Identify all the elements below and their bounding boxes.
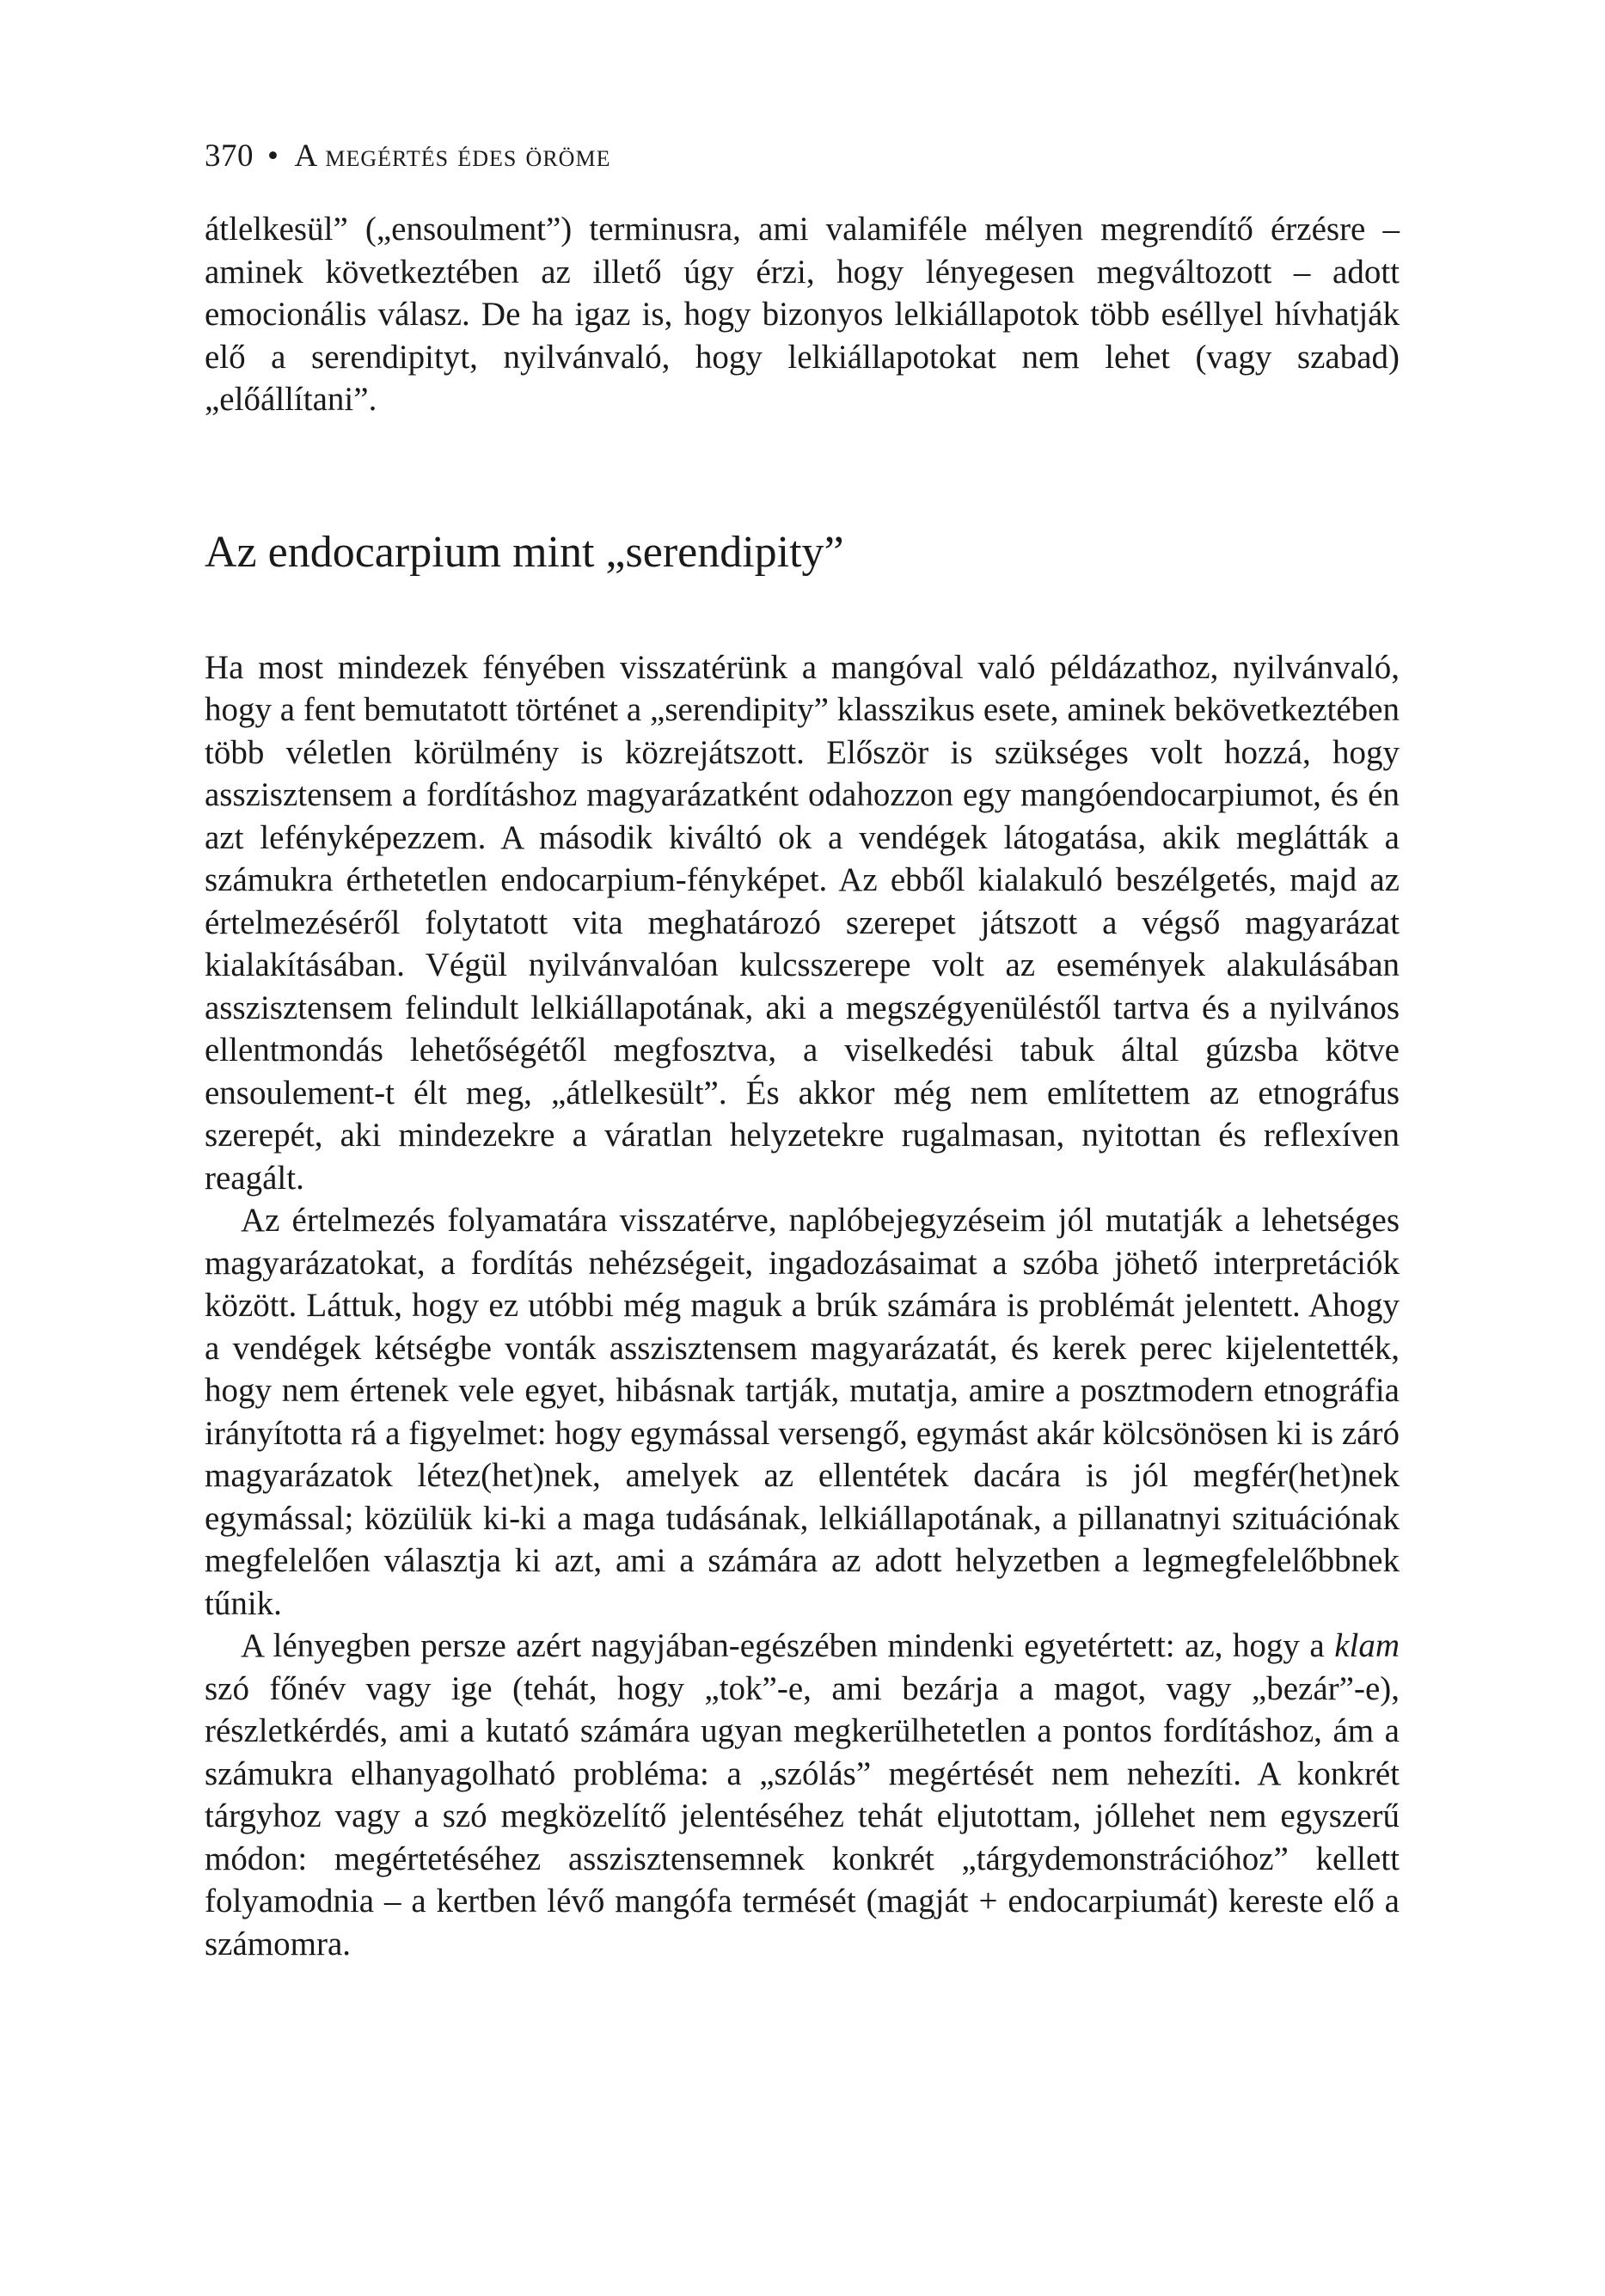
section-heading: Az endocarpium mint „serendipity” xyxy=(205,527,844,577)
italic-term: klam xyxy=(1334,1627,1400,1664)
paragraph-continued: átlelkesül” („ensoulment”) terminusra, ami valamiféle mélyen megrendítő érzésre – aminek következtében az illető úgy érzi, hogy lényegesen megváltozott – adott emocionális válasz. De ha igaz is, hogy bizonyos lelkiállapotok több eséllyel hívhatják elő a serendipityt, nyilvánvaló, hogy lelkiállapotokat nem lehet (vagy szabad) „előállítani”. xyxy=(205,211,1400,418)
paragraph-last xyxy=(205,1625,1400,1965)
book-page xyxy=(205,138,1400,1965)
paragraph: Az értelmezés folyamatára visszatérve, naplóbejegyzéseim jól mutatják a lehetséges magyarázatokat, a fordítás nehézségeit, ingadozásaimat a szóba jöhető interpretációk között. Láttuk, hogy ez utóbbi még maguk a brúk számára is problémát jelentett. Ahogy a vendégek kétségbe vonták asszisztensem magyarázatát, és kerek perec kijelentették, hogy nem értenek vele egyet, hibásnak tartják, mutatja, amire a posztmodern etnográfia irányította rá a figyelmet: hogy egymással versengő, egymást akár kölcsönösen ki is záró magyarázatok létez(het)nek, amelyek az ellentétek dacára is jól megfér(het)nek egymással; közülük ki-ki a maga tudásának, lelkiállapotának, a pillanatnyi szituációnak megfelelően választja ki azt, ami a számára az adott helyzetben a legmegfelelőbbnek tűnik. xyxy=(205,1202,1400,1622)
paragraph: Ha most mindezek fényében visszatérünk a mangóval való példázathoz, nyilvánvaló, hogy a fent bemutatott történet a „serendipity” klasszikus esete, aminek bekövetkeztében több véletlen körülmény is közrejátszott. Először is szükséges volt hozzá, hogy asszisztensem a fordításhoz magyarázatként odahozzon egy mangóendocarpiumot, és én azt lefényképezzem. A második kiváltó ok a vendégek látogatása, akik meglátták a számukra érthetetlen endocarpium-fényképet. Az ebből kialakuló beszélgetés, majd az értelmezéséről folytatott vita meghatározó szerepet játszott a végső magyarázat kialakításában. Végül nyilvánvalóan kulcsszerepe volt az események alakulásában asszisztensem felindult lelkiállapotának, aki a megszégyenüléstől tartva és a nyilvános ellentmondás lehetőségétől megfosztva, a viselkedési tabuk által gúzsba kötve ensoulement-t élt meg, „átlelkesült”. És akkor még nem említettem az etnográfus szerepét, aki mindezekre a váratlan helyzetekre rugalmasan, nyitottan és reflexíven reagált. xyxy=(205,648,1400,1197)
running-head xyxy=(205,138,1400,175)
text-run: A lényegben persze azért nagyjában-egészében mindenki egyetértett: az, hogy a xyxy=(241,1627,1335,1664)
page-number: 370 xyxy=(205,138,254,174)
text-run: szó főnév vagy ige (tehát, hogy „tok”-e, ami bezárja a magot, vagy „bezár”-e), részletkérdés, ami a kutató számára ugyan megkerülhetetlen a pontos fordításhoz, ám a számukra elhanyagolható probléma: a „szólás” megértését nem nehezíti. A konkrét tárgyhoz vagy a szó megközelítő jelentéséhez tehát eljutottam, jóllehet nem egyszerű módon: megértetéséhez asszisztensemnek konkrét „tárgydemonstrációhoz” kellett folyamodnia – a kertben lévő mangófa termését (magját + endocarpiumát) kereste elő a számomra. xyxy=(205,1669,1400,1962)
book-title: A megértés édes öröme xyxy=(294,138,611,174)
bullet-separator: • xyxy=(267,138,279,174)
